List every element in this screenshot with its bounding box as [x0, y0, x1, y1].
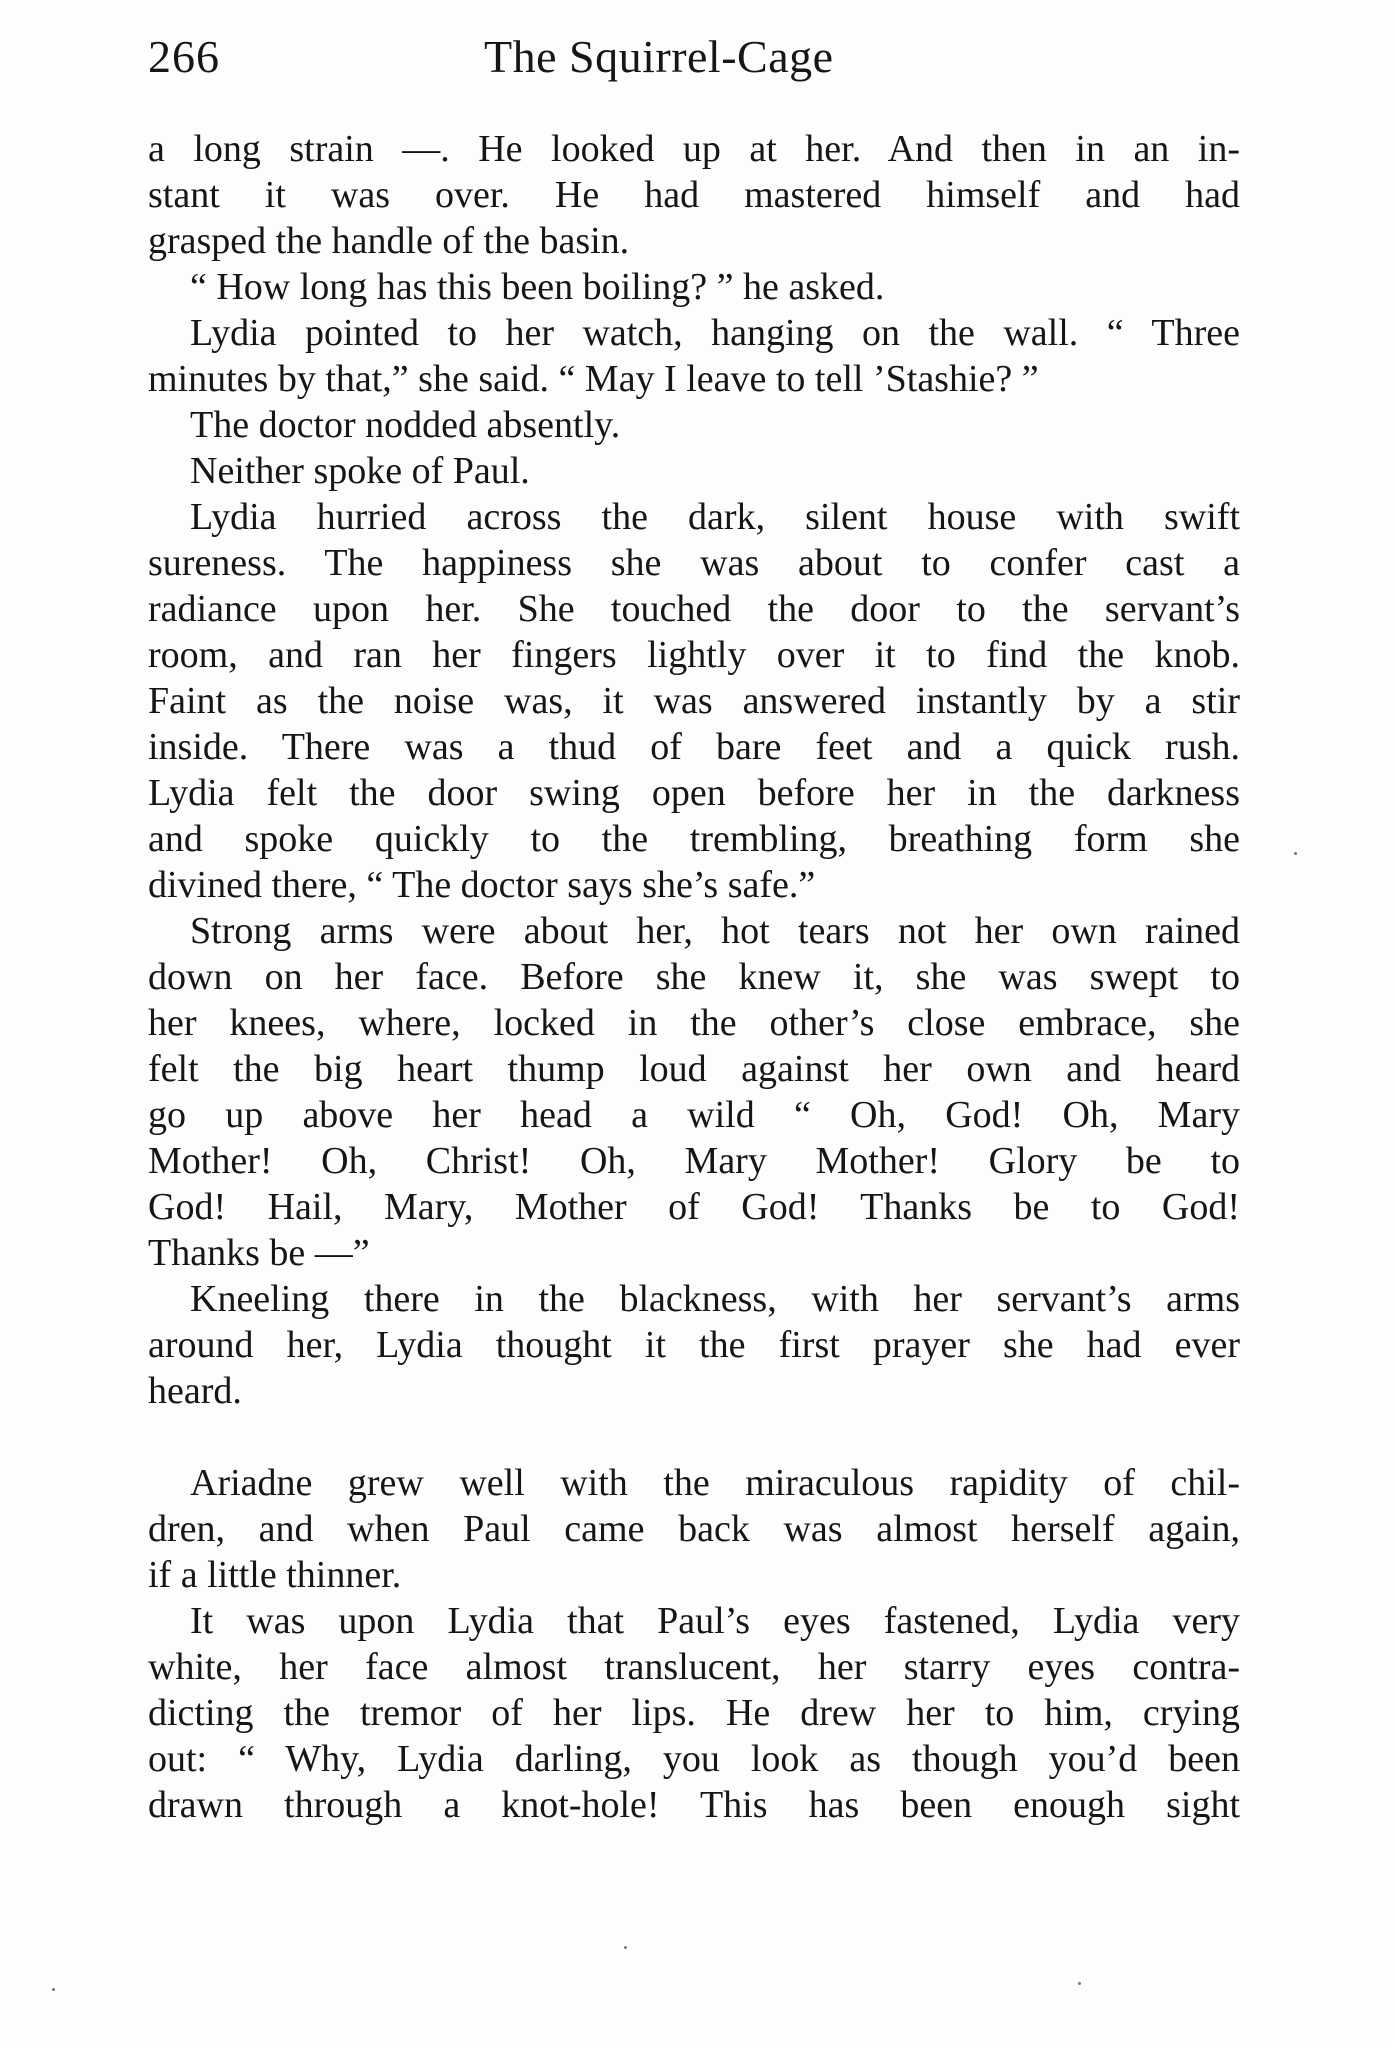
text-line: minutes by that,” she said. “ May I leave to tell ’Stashie? ”	[148, 358, 1039, 400]
text-line: “ How long has this been boiling? ” he asked.	[190, 266, 885, 308]
text-line: The doctor nodded absently.	[190, 404, 621, 446]
text-line: white, her face almost translucent, her starry eyes contra-	[148, 1646, 1240, 1688]
text-line: It was upon Lydia that Paul’s eyes fastened, Lydia very	[190, 1600, 1240, 1642]
text-line: Strong arms were about her, hot tears not her own rained	[190, 910, 1240, 952]
text-line: if a little thinner.	[148, 1554, 402, 1596]
page-header	[148, 30, 1238, 96]
text-line: Lydia felt the door swing open before her in the darkness	[148, 772, 1240, 814]
paper-speck	[624, 1946, 627, 1949]
text-line: felt the big heart thump loud against her own and heard	[148, 1048, 1240, 1090]
text-line: her knees, where, locked in the other’s close embrace, she	[148, 1002, 1240, 1044]
text-line: Faint as the noise was, it was answered instantly by a stir	[148, 680, 1240, 722]
text-line: Mother! Oh, Christ! Oh, Mary Mother! Glory be to	[148, 1140, 1240, 1182]
text-line: down on her face. Before she knew it, she was swept to	[148, 956, 1240, 998]
text-line: room, and ran her fingers lightly over it to find the knob.	[148, 634, 1240, 676]
text-line: around her, Lydia thought it the first prayer she had ever	[148, 1324, 1240, 1366]
text-line: grasped the handle of the basin.	[148, 220, 630, 262]
paper-speck	[1294, 852, 1297, 855]
page-number: 266	[148, 31, 220, 82]
text-line: a long strain —. He looked up at her. And then in an in-	[148, 128, 1240, 170]
text-line: divined there, “ The doctor says she’s safe.”	[148, 864, 816, 906]
text-line: out: “ Why, Lydia darling, you look as though you’d been	[148, 1738, 1240, 1780]
running-title: The Squirrel-Cage	[484, 31, 834, 82]
text-line: stant it was over. He had mastered himself and had	[148, 174, 1240, 216]
text-line: go up above her head a wild “ Oh, God! Oh, Mary	[148, 1094, 1240, 1136]
text-line: and spoke quickly to the trembling, breathing form she	[148, 818, 1240, 860]
text-line: inside. There was a thud of bare feet and a quick rush.	[148, 726, 1240, 768]
text-line: sureness. The happiness she was about to confer cast a	[148, 542, 1240, 584]
text-line: dren, and when Paul came back was almost herself again,	[148, 1508, 1240, 1550]
text-line: Neither spoke of Paul.	[190, 450, 530, 492]
text-line: Ariadne grew well with the miraculous rapidity of chil-	[190, 1462, 1240, 1504]
paper-speck	[52, 1988, 55, 1991]
text-line: God! Hail, Mary, Mother of God! Thanks be to God!	[148, 1186, 1240, 1228]
text-line: dicting the tremor of her lips. He drew her to him, crying	[148, 1692, 1240, 1734]
text-line: radiance upon her. She touched the door to the servant’s	[148, 588, 1240, 630]
text-line: Kneeling there in the blackness, with her servant’s arms	[190, 1278, 1240, 1320]
text-line: heard.	[148, 1370, 242, 1412]
paper-speck	[1078, 1982, 1081, 1985]
text-line: Thanks be —”	[148, 1232, 370, 1274]
body-text	[148, 126, 1240, 1828]
text-line: Lydia pointed to her watch, hanging on the wall. “ Three	[190, 312, 1240, 354]
text-line: drawn through a knot-hole! This has been enough sight	[148, 1784, 1240, 1826]
section-break	[148, 1414, 1240, 1460]
text-line: Lydia hurried across the dark, silent house with swift	[190, 496, 1240, 538]
